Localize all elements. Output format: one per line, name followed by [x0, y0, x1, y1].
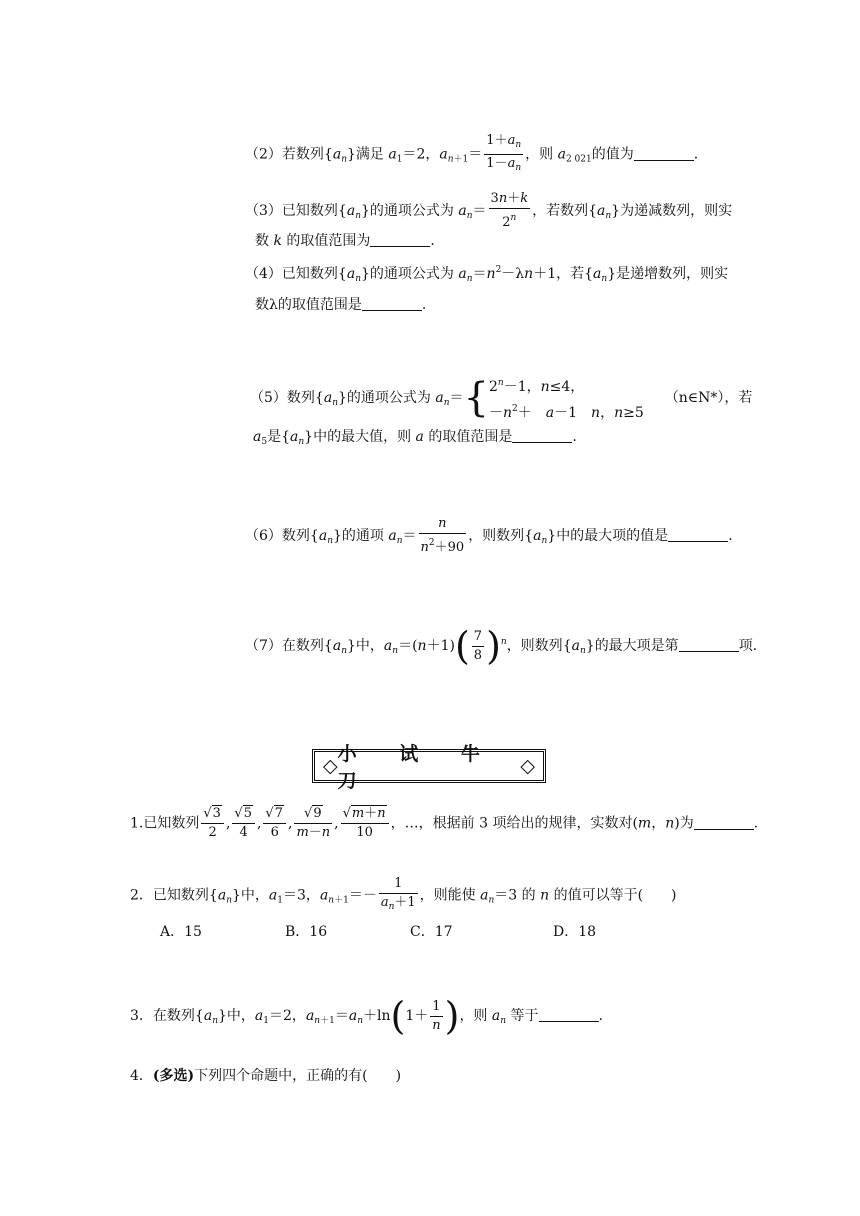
answer-blank [694, 815, 754, 830]
option-d[interactable]: D．18 [553, 924, 597, 940]
problem-6: （6）数列$\{a_n\}$的通项 $a_n=$ $\frac{n}{n^2+90}$ ，则数列$\{a_n\}$中的最大项的值是 . [245, 516, 733, 555]
answer-blank [539, 1007, 599, 1022]
answer-blank [679, 637, 739, 652]
problem-5: （5）数列$\{a_n\}$的通项公式为 $a_n=${ $2^n-1$，n≤4， $-n^2+$ a－1 n，n≥5 （n∈N*），若 [250, 372, 752, 424]
multi-select-tag: (多选) [152, 1068, 195, 1084]
problem-3-cont: 数 k 的取值范围为 . [255, 233, 435, 249]
left-brace: { [463, 375, 489, 421]
problem-7: （7）在数列$\{a_n\}$中，$a_n=(n+1)$( $\frac{7}{8}$ )$^n$，则数列$\{a_n\}$的最大项是第 项. [245, 624, 758, 668]
diamond-icon: ◇ [520, 755, 535, 777]
question-2: 2．已知数列$\{a_n\}$中，$a_1=3$，$a_{n+1}=-$ $\frac{1}{a_n+1}$ ，则能使 $a_n=3$ 的 n 的值可以等于( ) [130, 875, 677, 916]
answer-blank [512, 428, 572, 443]
fraction: $\frac{n}{n^2+90}$ [420, 516, 465, 555]
answer-blank [370, 232, 430, 247]
fraction: $\frac{√9}{m-n}$ [296, 806, 331, 840]
fraction: $\frac{1}{a_n+1}$ [380, 876, 416, 912]
piecewise-cases: $2^n-1$，n≤4， $-n^2+$ a－1 n，n≥5 [488, 378, 644, 421]
question-1: 1.已知数列 $\frac{√3}{2}$ , $\frac{√5}{4}$ , $\frac{√7}{6}$ , $\frac{√9}{m-n}$ , $\frac{√m+n}{10}$ ，…，根据前 3 项给出的规律，实数对(m，n)为 . [130, 806, 759, 840]
fraction: $\frac{√7}{6}$ [263, 805, 286, 842]
fraction: $\frac{√m+n}{10}$ [341, 805, 389, 842]
option-c[interactable]: C．17 [410, 924, 453, 940]
fraction: $\frac{√5}{4}$ [232, 805, 255, 842]
fraction: $\frac{1}{n}$ [432, 998, 441, 1033]
problem-4: （4）已知数列$\{a_n\}$的通项公式为 $a_n=n^2-\lambda n+1$，若$\{a_n\}$是递增数列，则实 [245, 265, 729, 284]
option-b[interactable]: B．16 [285, 924, 328, 940]
answer-blank [362, 296, 422, 311]
answer-blank [634, 146, 694, 161]
section-title: 小 试 牛 刀 [337, 743, 498, 792]
problem-3: （3）已知数列$\{a_n\}$的通项公式为 $a_n=$ $\frac{3n+k}{2^n}$ ，若数列$\{a_n\}$为递减数列，则实 [245, 191, 733, 230]
problem-4-cont: 数λ的取值范围是 . [255, 297, 427, 313]
fraction: $\frac{√3}{2}$ [201, 805, 224, 842]
question-3: 3．在数列$\{a_n\}$中，$a_1=2$，$a_{n+1}=a_n+\ln(1+$ $\frac{1}{n}$ )，则 $a_n$ 等于 . [130, 994, 603, 1038]
fraction: $\frac{3n+k}{2^n}$ [490, 191, 529, 230]
answer-blank [668, 527, 728, 542]
fraction: $\frac{7}{8}$ [473, 628, 483, 663]
question-4: 4．(多选)下列四个命题中，正确的有( ) [130, 1068, 402, 1084]
option-a[interactable]: A．15 [160, 924, 202, 940]
problem-2: （2）若数列$\{a_n\}$满足 $a_1=2$，$a_{n+1}=$ $\frac{1+a_n}{1-a_n}$ ，则 $a_{2 021}$的值为 . [245, 132, 698, 177]
problem-5-cont: $a_5$是$\{a_n\}$中的最大值，则 a 的取值范围是 . [253, 429, 577, 447]
diamond-icon: ◇ [323, 755, 338, 777]
section-title-box [312, 743, 546, 792]
fraction: $\frac{1+a_n}{1-a_n}$ [486, 133, 522, 173]
